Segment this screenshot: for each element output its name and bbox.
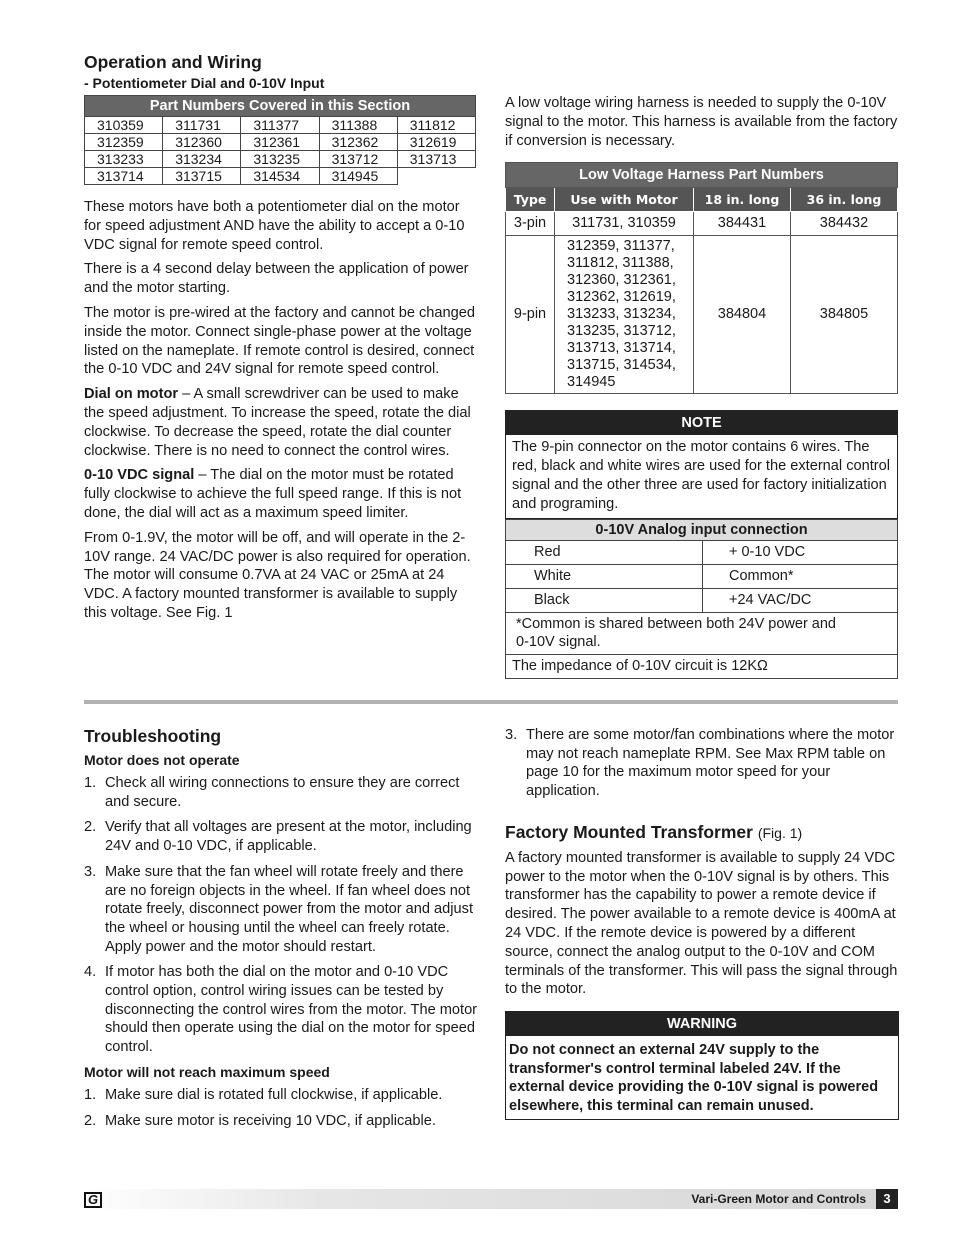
- wire-function: Common*: [703, 565, 898, 589]
- section-title: Troubleshooting: [84, 726, 222, 746]
- list-item: 2. Make sure motor is receiving 10 VDC, if applicable.: [84, 1112, 436, 1129]
- wire-color: Red: [506, 541, 703, 565]
- paragraph: [84, 385, 478, 460]
- note-box: [505, 410, 898, 519]
- col-header: 18 in. long: [694, 188, 791, 212]
- table-row: [506, 589, 898, 613]
- part-number-cell: 313715: [163, 168, 241, 185]
- subsection-title: Motor will not reach maximum speed: [84, 1063, 330, 1080]
- part-number-cell: 313234: [163, 151, 241, 168]
- col-header: 36 in. long: [791, 188, 898, 212]
- troubleshooting-section: [84, 726, 478, 1137]
- part-number-cell: 312619: [397, 134, 475, 151]
- part-number-cell: 313713: [397, 151, 475, 168]
- table-cell: 384805: [791, 236, 898, 394]
- part-number-cell: 314945: [319, 168, 397, 185]
- list-item: 1. Check all wiring connections to ensure they are correct and secure.: [84, 775, 460, 810]
- harness-intro: A low voltage wiring harness is needed to supply the 0-10V signal to the motor. This harness is available from the factory if conversion is necessary.: [505, 95, 898, 149]
- paragraph: There is a 4 second delay between the application of power and the motor starting.: [84, 261, 469, 297]
- table-cell: 312359, 311377, 311812, 311388, 312360, 312361, 312362, 312619, 313233, 313234, 313235, 313712, 313713, 313714, 313715, 314534, 314945: [555, 236, 694, 394]
- note-title: NOTE: [506, 411, 897, 435]
- wire-function: +24 VAC/DC: [703, 589, 898, 613]
- paragraph: [84, 466, 478, 522]
- part-number-cell: 313235: [241, 151, 319, 168]
- table-cell: 384432: [791, 212, 898, 236]
- part-number-cell: 312360: [163, 134, 241, 151]
- harness-table: [505, 162, 898, 394]
- table-row: [506, 655, 898, 679]
- wire-color: White: [506, 565, 703, 589]
- part-number-cell: 313233: [85, 151, 163, 168]
- part-number-cell: 311388: [319, 117, 397, 134]
- list-item: 2. Verify that all voltages are present at the motor, including 24V and 0-10 VDC, if applicable.: [84, 819, 472, 855]
- dial-label: Dial on motor: [84, 386, 179, 403]
- table-row: [506, 613, 898, 655]
- troubleshoot-list: [505, 726, 899, 801]
- analog-footnote: *Common is shared between both 24V power and 0-10V signal.: [506, 613, 898, 655]
- figure-ref: (Fig. 1): [757, 824, 803, 841]
- table-row: [506, 236, 898, 394]
- troubleshoot-list: [84, 1086, 478, 1130]
- paragraph: These motors have both a potentiometer dial on the motor for speed adjustment AND have the ability to accept a 0-10 VDC signal for remote speed control.: [84, 199, 465, 253]
- subsection-title: Motor does not operate: [84, 752, 240, 768]
- analog-table: [505, 519, 898, 679]
- part-numbers-table: [84, 95, 476, 185]
- part-number-cell: 313714: [85, 168, 163, 185]
- section-divider: [84, 700, 898, 704]
- list-item: 4. If motor has both the dial on the motor and 0-10 VDC control option, control wiring issues can be tested by disconnecting the control wires from the motor. The motor should then operate using the dial on the motor for speed control.: [84, 964, 478, 1056]
- part-numbers-header: Part Numbers Covered in this Section: [85, 96, 476, 117]
- wire-color: Black: [506, 589, 703, 613]
- analog-title: 0-10V Analog input connection: [506, 520, 898, 541]
- table-cell: 9-pin: [506, 236, 555, 394]
- list-item: 1. Make sure dial is rotated full clockwise, if applicable.: [84, 1086, 443, 1103]
- note-text: The 9-pin connector on the motor contains 6 wires. The red, black and white wires are used for the external control signal and the other three are used for factory initialization and programing.: [512, 439, 891, 513]
- part-number-cell: 311812: [397, 117, 475, 134]
- table-row: [85, 151, 476, 168]
- dial-text: – A small screwdriver can be used to make the speed adjustment. To increase the speed, rotate the dial clockwise. To decrease the speed, rotate the dial counter clockwise. There is no need to connect the control wires.: [84, 386, 471, 459]
- paragraph: From 0-1.9V, the motor will be off, and will operate in the 2-10V range. 24 VAC/DC power is also required for operation. The motor will consume 0.7VA at 24 VAC or 25mA at 24 VDC. A factory mounted transformer is available to supply this voltage. See Fig. 1: [84, 529, 471, 621]
- list-item: 3. Make sure that the fan wheel will rotate freely and there are no foreign objects in the wheel. If fan wheel does not rotate freely, disconnect power from the motor and adjust the wheel or housing until the wheel can freely rotate. Apply power and the motor should restart.: [84, 863, 474, 955]
- table-row: [506, 565, 898, 589]
- page-footer: [84, 1189, 898, 1209]
- signal-label: 0-10 VDC signal: [84, 467, 195, 484]
- part-number-cell: 312361: [241, 134, 319, 151]
- table-cell: 384431: [694, 212, 791, 236]
- section-title: Factory Mounted Transformer (Fig. 1): [505, 821, 803, 842]
- part-number-cell: 312362: [319, 134, 397, 151]
- paragraph: The motor is pre-wired at the factory and cannot be changed inside the motor. Connect single-phase power at the voltage listed on the nameplate. If remote control is desired, connect the 0-10 VDC and 24V signal for remote speed control.: [84, 304, 476, 378]
- operation-section: [84, 52, 478, 629]
- paragraph: A factory mounted transformer is available to supply 24 VDC power to the motor when the 0-10V signal is by others. This transformer has the capability to power a remote device if desired. The power available to a remote device is 400mA at 24 VDC. If the remote device is powered by a different source, connect the analog output to the 0-10V and COM terminals of the transformer. This will pass the signal through to the motor.: [505, 849, 898, 998]
- table-row: [506, 541, 898, 565]
- col-header: Use with Motor: [555, 188, 694, 212]
- warning-box: [505, 1011, 899, 1120]
- table-row: [85, 117, 476, 134]
- section-subtitle: - Potentiometer Dial and 0-10V Input: [84, 75, 325, 91]
- wire-function: + 0-10 VDC: [703, 541, 898, 565]
- list-item: 3. There are some motor/fan combinations where the motor may not reach nameplate RPM. See Max RPM table on page 10 for the maximum motor speed for your application.: [505, 727, 895, 800]
- harness-table-title: Low Voltage Harness Part Numbers: [506, 163, 898, 188]
- warning-text: Do not connect an external 24V supply to the transformer's control terminal labeled 24V. If the external device providing the 0-10V signal is powered elsewhere, this terminal can remain unused.: [509, 1042, 879, 1114]
- table-row: [85, 168, 476, 185]
- table-cell: 3-pin: [506, 212, 555, 236]
- table-cell: 384804: [694, 236, 791, 394]
- part-number-cell: [397, 168, 475, 185]
- part-number-cell: 311377: [241, 117, 319, 134]
- part-number-cell: 314534: [241, 168, 319, 185]
- table-cell: 311731, 310359: [555, 212, 694, 236]
- brand-logo: G: [84, 1190, 103, 1207]
- part-number-cell: 311731: [163, 117, 241, 134]
- table-row: [506, 212, 898, 236]
- harness-section: [505, 94, 899, 679]
- transformer-section: [505, 726, 899, 1120]
- footer-title: Vari-Green Motor and Controls: [691, 1192, 866, 1206]
- section-title: Operation and Wiring: [84, 52, 262, 72]
- page-number: 3: [876, 1189, 898, 1209]
- part-number-cell: 310359: [85, 117, 163, 134]
- table-row: [85, 134, 476, 151]
- impedance-note: The impedance of 0-10V circuit is 12KΩ: [506, 655, 898, 679]
- troubleshoot-list: [84, 774, 478, 1057]
- part-number-cell: 313712: [319, 151, 397, 168]
- col-header: Type: [506, 188, 555, 212]
- warning-title: WARNING: [506, 1012, 898, 1036]
- signal-text: – The dial on the motor must be rotated fully clockwise to achieve the full speed range. If this is not done, the dial will act as a maximum speed limiter.: [84, 467, 462, 521]
- part-number-cell: 312359: [85, 134, 163, 151]
